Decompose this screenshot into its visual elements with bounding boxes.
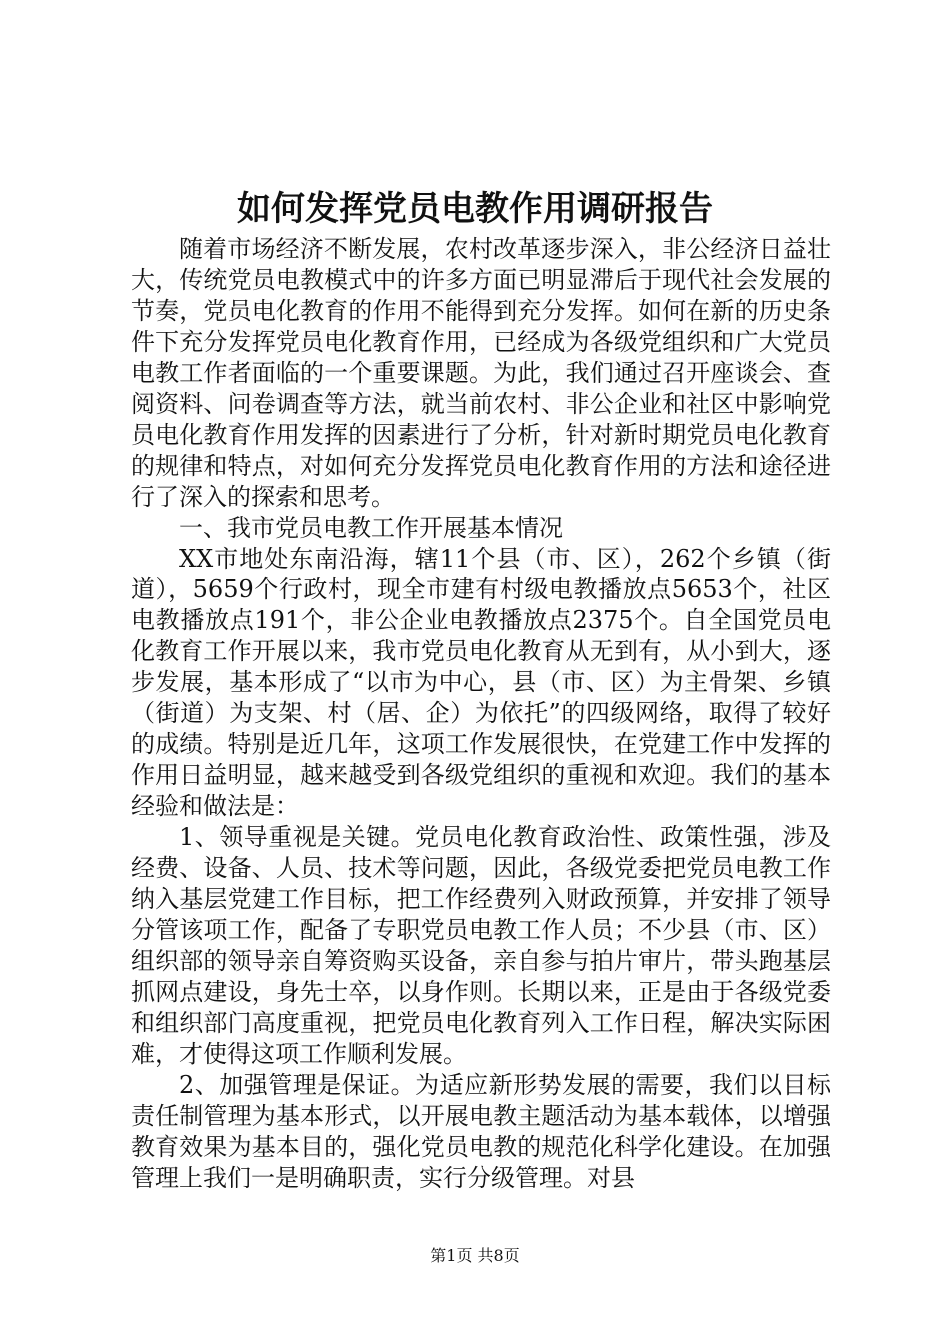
document-body: [131, 234, 831, 1194]
paragraph-point-2: 2、加强管理是保证。为适应新形势发展的需要，我们以目标责任制管理为基本形式，以开展电教主题活动为基本载体，以增强教育效果为基本目的，强化党员电教的规范化科学化建设。在加强管理上我们一是明确职责，实行分级管理。对县: [131, 1070, 831, 1192]
paragraph-overview: XX市地处东南沿海，辖11个县（市、区），262个乡镇（街道），5659个行政村，现全市建有村级电教播放点5653个，社区电教播放点191个，非公企业电教播放点2375个。自全国党员电化教育工作开展以来，我市党员电化教育从无到有，从小到大，逐步发展，基本形成了“以市为中心，县（市、区）为主骨架、乡镇（街道）为支架、村（居、企）为依托”的四级网络，取得了较好的成绩。特别是近几年，这项工作发展很快，在党建工作中发挥的作用日益明显，越来越受到各级党组织的重视和欢迎。我们的基本经验和做法是：: [131, 544, 831, 821]
document-title: 如何发挥党员电教作用调研报告: [237, 189, 713, 229]
page-number-footer: 第1页 共8页: [430, 1246, 520, 1265]
section-heading: 一、我市党员电教工作开展基本情况: [179, 513, 563, 542]
paragraph-point-1: 1、领导重视是关键。党员电化教育政治性、政策性强，涉及经费、设备、人员、技术等问题，因此，各级党委把党员电教工作纳入基层党建工作目标，把工作经费列入财政预算，并安排了领导分管该项工作，配备了专职党员电教工作人员；不少县（市、区）组织部的领导亲自筹资购买设备，亲自参与拍片审片，带头跑基层抓网点建设，身先士卒，以身作则。长期以来，正是由于各级党委和组织部门高度重视，把党员电化教育列入工作日程，解决实际困难，才使得这项工作顺利发展。: [131, 823, 831, 1068]
paragraph-intro: 随着市场经济不断发展，农村改革逐步深入，非公经济日益壮大，传统党员电教模式中的许多方面已明显滞后于现代社会发展的节奏，党员电化教育的作用不能得到充分发挥。如何在新的历史条件下充分发挥党员电化教育作用，已经成为各级党组织和广大党员电教工作者面临的一个重要课题。为此，我们通过召开座谈会、查阅资料、问卷调查等方法，就当前农村、非公企业和社区中影响党员电化教育作用发挥的因素进行了分析，针对新时期党员电化教育的规律和特点，对如何充分发挥党员电化教育作用的方法和途径进行了深入的探索和思考。: [131, 235, 831, 511]
